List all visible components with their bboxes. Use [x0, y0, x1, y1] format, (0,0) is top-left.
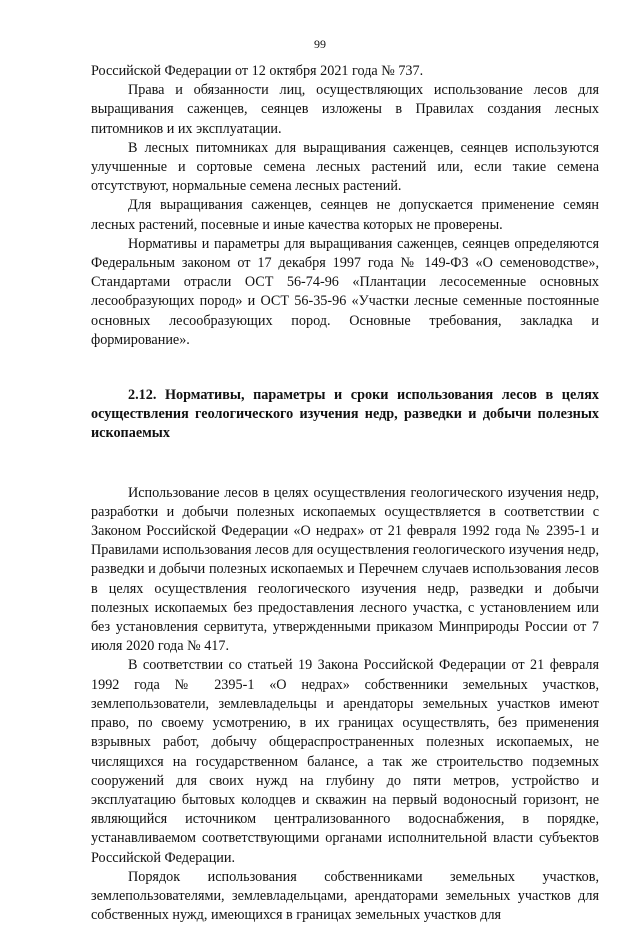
paragraph-unverified-seeds: Для выращивания саженцев, сеянцев не допускается применение семян лесных растений, посевные и иные качества которых не проверены. [91, 197, 599, 233]
paragraph-norms-parameters: Нормативы и параметры для выращивания саженцев, сеянцев определяются Федеральным законом от 17 декабря 1997 года № 149-ФЗ «О семеноводстве», Стандартами отрасли ОСТ 56-74-96 «Плантации лесосеменные основных лесообразующих пород» и ОСТ 56-35-96 «Участки лесные семенные постоянные основных лесообразующих пород. Основные требования, закладка и формирование». [91, 235, 599, 348]
paragraph-procedure: Порядок использования собственниками земельных участков, землепользователями, землевладельцами, арендаторами земельных участков для собственных нужд, имеющихся в границах земельных участков для [91, 868, 599, 924]
paragraph-geological-use: Использование лесов в целях осуществления геологического изучения недр, разработки и добычи полезных ископаемых осуществляется в соответствии с Законом Российской Федерации «О недрах» от 21 февраля 1992 года № 2395-1 и Правилами использования лесов для осуществления геологического изучения недр, разведки и добычи полезных ископаемых и Перечнем случаев использования лесов в целях осуществления геологического изучения недр, разведки и добычи полезных ископаемых без предоставления лесного участка, с установлением или без установления сервитута, утвержденными приказом Минприроды России от 7 июля 2020 года № 417. [91, 484, 599, 655]
paragraph-article-19: В соответствии со статьей 19 Закона Российской Федерации от 21 февраля 1992 года № 2395-1 «О недрах» собственники земельных участков, землепользователи, землевладельцы и арендаторы земельных участков имеют право, по своему усмотрению, в их границах осуществлять, без применения взрывных работ, добычу общераспространенных полезных ископаемых, не числящихся на государственном балансе, а так же строительство подземных сооружений для своих нужд на глубину до пяти метров, устройство и эксплуатацию бытовых колодцев и скважин на первый водоносный горизонт, не являющийся источником централизованного водоснабжения, в порядке, устанавливаемом соответствующими органами исполнительной власти субъектов Российской Федерации. [91, 657, 599, 866]
paragraph-nursery-seeds: В лесных питомниках для выращивания саженцев, сеянцев используются улучшенные и сортовые семена лесных растений или, если такие семена отсутствуют, нормальные семена лесных растений. [91, 139, 599, 195]
paragraph-rights-obligations: Права и обязанности лиц, осуществляющих использование лесов для выращивания саженцев, сеянцев изложены в Правилах создания лесных питомников и их эксплуатации. [91, 82, 599, 137]
paragraph-continuation: Российской Федерации от 12 октября 2021 года № 737. [91, 63, 424, 79]
section-heading: 2.12. Нормативы, параметры и сроки использования лесов в целях осуществления геологического изучения недр, разведки и добычи полезных ископаемых [91, 387, 599, 442]
document-body [91, 62, 599, 925]
page-number: 99 [314, 37, 326, 51]
